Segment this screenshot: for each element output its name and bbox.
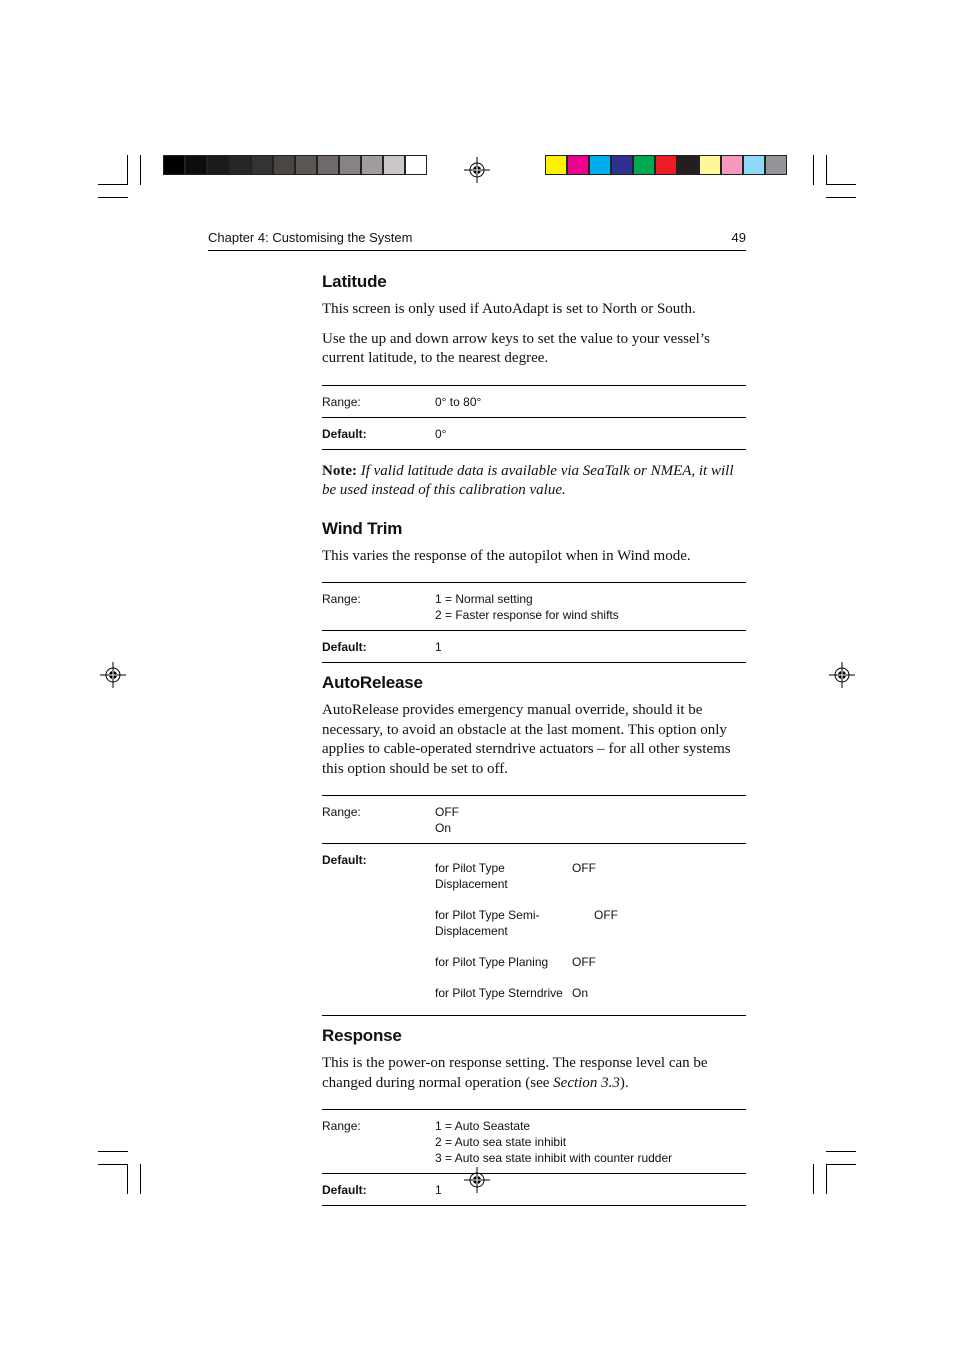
table-row [322,385,746,417]
grayscale-swatch [207,155,229,175]
section-latitude [322,272,746,501]
color-swatch [699,155,721,175]
grayscale-swatch [229,155,251,175]
registration-mark-left-icon [100,662,126,688]
default-row [435,899,618,946]
table-row [322,417,746,449]
section-title: Response [322,1026,402,1045]
color-swatch [567,155,589,175]
note-label: Note: [322,462,357,479]
paragraph: Use the up and down arrow keys to set the value to your vessel’s current latitude, to the nearest degree. [322,330,710,366]
grayscale-swatch [317,155,339,175]
range-label: Range: [322,1110,435,1174]
default-value: 1 [435,1174,746,1206]
grayscale-swatch [339,155,361,175]
range-values [435,1110,746,1174]
color-swatch [589,155,611,175]
range-values [435,796,746,844]
section-title: Latitude [322,272,387,291]
grayscale-swatch [273,155,295,175]
color-swatch [611,155,633,175]
paragraph-text: This is the power-on response setting. The response level can be changed during normal operation (see [322,1055,708,1091]
grayscale-swatch [185,155,207,175]
default-value: On [572,986,589,1000]
page-content [322,272,746,1218]
color-swatch [633,155,655,175]
range-value: On [435,821,452,835]
spec-table [322,385,746,450]
default-row [435,977,618,1008]
table-row [322,1174,746,1206]
grayscale-swatch [163,155,185,175]
color-swatch [721,155,743,175]
default-row [435,852,618,899]
paragraph: This screen is only used if AutoAdapt is set to North or South. [322,301,696,317]
section-title: AutoRelease [322,673,423,692]
paragraph-text: ). [619,1074,629,1091]
registration-mark-top-icon [464,157,490,183]
range-label: Range: [322,583,435,631]
spec-table [322,582,746,663]
section-title: Wind Trim [322,518,403,538]
grayscale-swatch [251,155,273,175]
color-swatch [677,155,699,175]
default-label: Default: [322,417,435,449]
paragraph: This varies the response of the autopilot when in Wind mode. [322,547,691,564]
section-wind-trim [322,519,746,664]
note-text: If valid latitude data is available via SeaTalk or NMEA, it will be used instead of this calibration value. [322,462,734,498]
default-label: Default: [322,631,435,663]
grayscale-swatch [405,155,427,175]
range-values [435,583,746,631]
header-rule [208,250,746,251]
color-swatch [545,155,567,175]
color-swatch [765,155,787,175]
table-row [322,631,746,663]
default-value: OFF [594,908,618,922]
grayscale-swatch [361,155,383,175]
registration-mark-right-icon [829,662,855,688]
range-value: OFF [435,805,459,819]
chapter-title: Chapter 4: Customising the System [208,230,413,245]
default-values [435,844,746,1016]
note [322,462,746,501]
grayscale-swatch [295,155,317,175]
range-value: 2 = Faster response for wind shifts [435,608,619,622]
default-value: OFF [572,861,596,875]
section-reference-link[interactable]: Section 3.3 [553,1074,620,1091]
grayscale-swatch [383,155,405,175]
default-condition: for Pilot Type Semi-Displacement [435,908,540,938]
range-value: 0° to 80° [435,385,746,417]
default-label: Default: [322,1174,435,1206]
range-label: Range: [322,385,435,417]
range-value: 1 = Auto Seastate [435,1119,531,1133]
range-value: 1 = Normal setting [435,592,533,606]
color-swatch [743,155,765,175]
default-condition: for Pilot Type Displacement [435,861,508,891]
range-value: 3 = Auto sea state inhibit with counter rudder [435,1151,673,1165]
table-row [322,583,746,631]
range-label: Range: [322,796,435,844]
color-swatch [655,155,677,175]
spec-table [322,1109,746,1206]
table-row [322,844,746,1016]
table-row [322,1110,746,1174]
default-condition: for Pilot Type Planing [435,955,549,969]
spec-table [322,795,746,1016]
paragraph [322,1054,746,1093]
page-number: 49 [731,230,746,245]
section-response [322,1026,746,1206]
range-value: 2 = Auto sea state inhibit [435,1135,567,1149]
default-condition: for Pilot Type Sterndrive [435,986,563,1000]
default-value: 1 [435,631,746,663]
table-row [322,796,746,844]
paragraph: AutoRelease provides emergency manual override, should it be necessary, to avoid an obstacle at the last moment. This option only applies to cable-operated sterndrive actuators – for all other systems this option should be set to off. [322,702,731,777]
running-header [208,230,746,245]
default-label: Default: [322,844,435,1016]
default-value: 0° [435,417,746,449]
default-value: OFF [572,955,596,969]
default-row [435,946,618,977]
section-autorelease [322,673,746,1016]
